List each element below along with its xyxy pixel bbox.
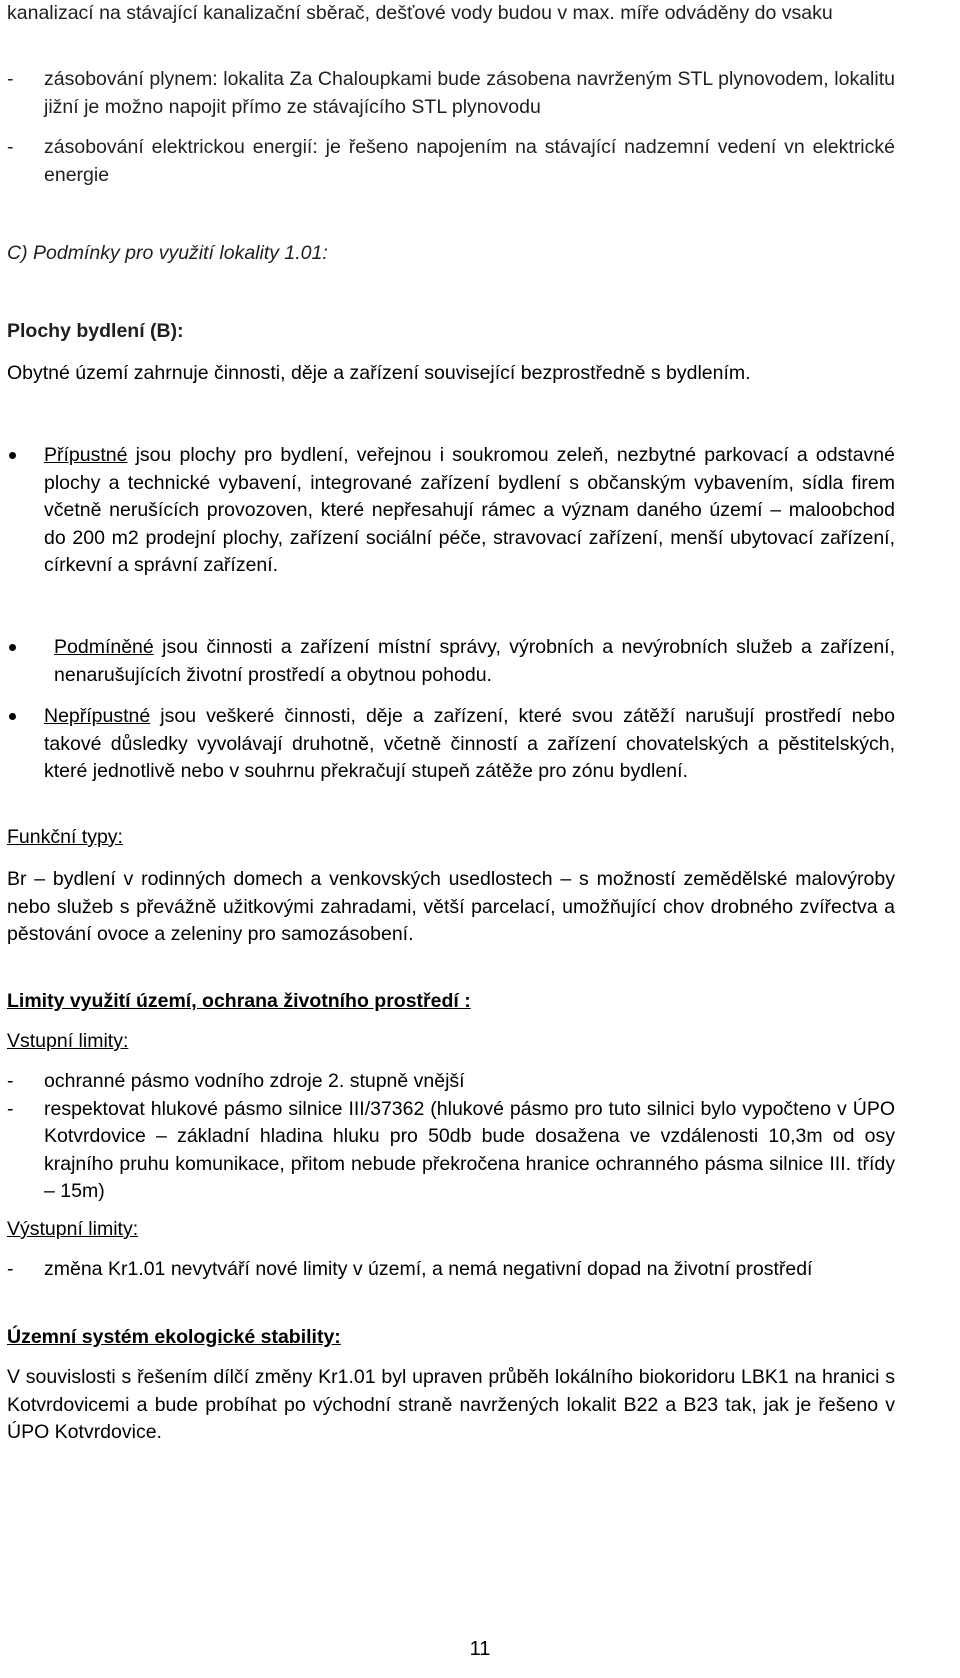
dash-marker: - [7, 1097, 14, 1120]
output-limits-heading: Výstupní limity: [7, 1218, 139, 1240]
rule-allowed [7, 442, 895, 580]
bullet-icon [9, 713, 16, 720]
input-limits-heading: Vstupní limity: [7, 1030, 129, 1052]
rule-label: Podmíněné [54, 636, 154, 658]
limits-heading: Limity využití území, ochrana životního prostředí : [7, 990, 471, 1012]
list-item [7, 1096, 895, 1206]
list-item-text: respektovat hlukové pásmo silnice III/37362 (hlukové pásmo pro tuto silnici bylo vypočteno v ÚPO Kotvrdovice – základní hladina hluku pro 50db bude dosažena ve vzdálenosti 10,3m od osy krajního pruhu komunikace, přitom nebude překročena hranice ochranného pásma silnice III. třídy – 15m) [44, 1097, 895, 1202]
rule-conditional [7, 634, 895, 689]
uses-text: V souvislosti s řešením dílčí změny Kr1.01 byl upraven průběh lokálního biokoridoru LBK1 na hranici s Kotvrdovicemi a bude probíhat po východní straně navržených lokalit B22 a B23 tak, jak je řešeno v ÚPO Kotvrdovice. [7, 1366, 895, 1443]
list-item [7, 1256, 895, 1284]
rule-text: jsou veškeré činnosti, děje a zařízení, které svou zátěží narušují prostředí nebo takové důsledky vyvolávají druhotně, včetně činností a zařízení chovatelských a pěstitelských, které jednotlivě nebo v souhrnu překračují stupeň zátěže pro zónu bydlení. [44, 705, 895, 782]
list-item [7, 442, 895, 580]
list-item [7, 134, 895, 189]
dash-marker: - [7, 1258, 14, 1280]
rule-label: Nepřípustné [44, 705, 151, 727]
page-number: 11 [469, 1638, 491, 1660]
list-item [7, 66, 895, 121]
rule-forbidden [7, 703, 895, 786]
list-item [7, 634, 895, 689]
conditions-heading: C) Podmínky pro využití lokality 1.01: [7, 242, 328, 264]
list-item [7, 703, 895, 786]
utilities-list-2 [7, 134, 895, 189]
input-limits-list [7, 1068, 895, 1206]
dash-marker: - [7, 136, 14, 158]
rule-text: jsou činnosti a zařízení místní správy, výrobních a nevýrobních služeb a zařízení, nenarušujících životní prostředí a obytnou pohodu. [54, 636, 895, 686]
rule-text: jsou plochy pro bydlení, veřejnou i soukromou zeleň, nezbytné parkovací a odstavné plochy a technické vybavení, integrované zařízení bydlení s občanským vybavením, sídla firem včetně nerušících provozoven, které nepřesahují rámec a význam daného území – maloobchod do 200 m2 prodejní plochy, zařízení sociální péče, stravovací zařízení, menší ubytovací zařízení, církevní a správní zařízení. [44, 444, 895, 576]
uses-heading: Územní systém ekologické stability: [7, 1326, 341, 1348]
dash-marker: - [7, 1070, 14, 1092]
functional-types-text: Br – bydlení v rodinných domech a venkovských usedlostech – s možností zemědělské malovýroby nebo služeb s převážně užitkovými zahradami, větší parcelací, umožňující chov drobného zvířectva a pěstování ovoce a zeleniny pro samozásobení. [7, 868, 895, 945]
dash-marker: - [7, 68, 14, 90]
list-item-text: zásobování plynem: lokalita Za Chaloupkami bude zásobena navrženým STL plynovodem, lokalitu jižní je možno napojit přímo ze stávajícího STL plynovodu [44, 68, 895, 118]
intro-continuation: kanalizací na stávající kanalizační sběrač, dešťové vody budou v max. míře odváděny do vsaku [7, 2, 833, 24]
list-item-text: změna Kr1.01 nevytváří nové limity v území, a nemá negativní dopad na životní prostředí [44, 1258, 813, 1280]
housing-description: Obytné území zahrnuje činnosti, děje a zařízení související bezprostředně s bydlením. [7, 362, 751, 384]
rule-label: Přípustné [44, 444, 128, 466]
list-item-text: zásobování elektrickou energií: je řešeno napojením na stávající nadzemní vedení vn elektrické energie [44, 136, 895, 186]
functional-types-heading: Funkční typy: [7, 826, 123, 848]
bullet-icon [9, 644, 16, 651]
housing-heading: Plochy bydlení (B): [7, 320, 184, 342]
list-item [7, 1068, 895, 1096]
list-item-text: ochranné pásmo vodního zdroje 2. stupně vnější [44, 1070, 465, 1092]
output-limits-list [7, 1256, 895, 1284]
bullet-icon [9, 452, 16, 459]
utilities-list [7, 66, 895, 121]
